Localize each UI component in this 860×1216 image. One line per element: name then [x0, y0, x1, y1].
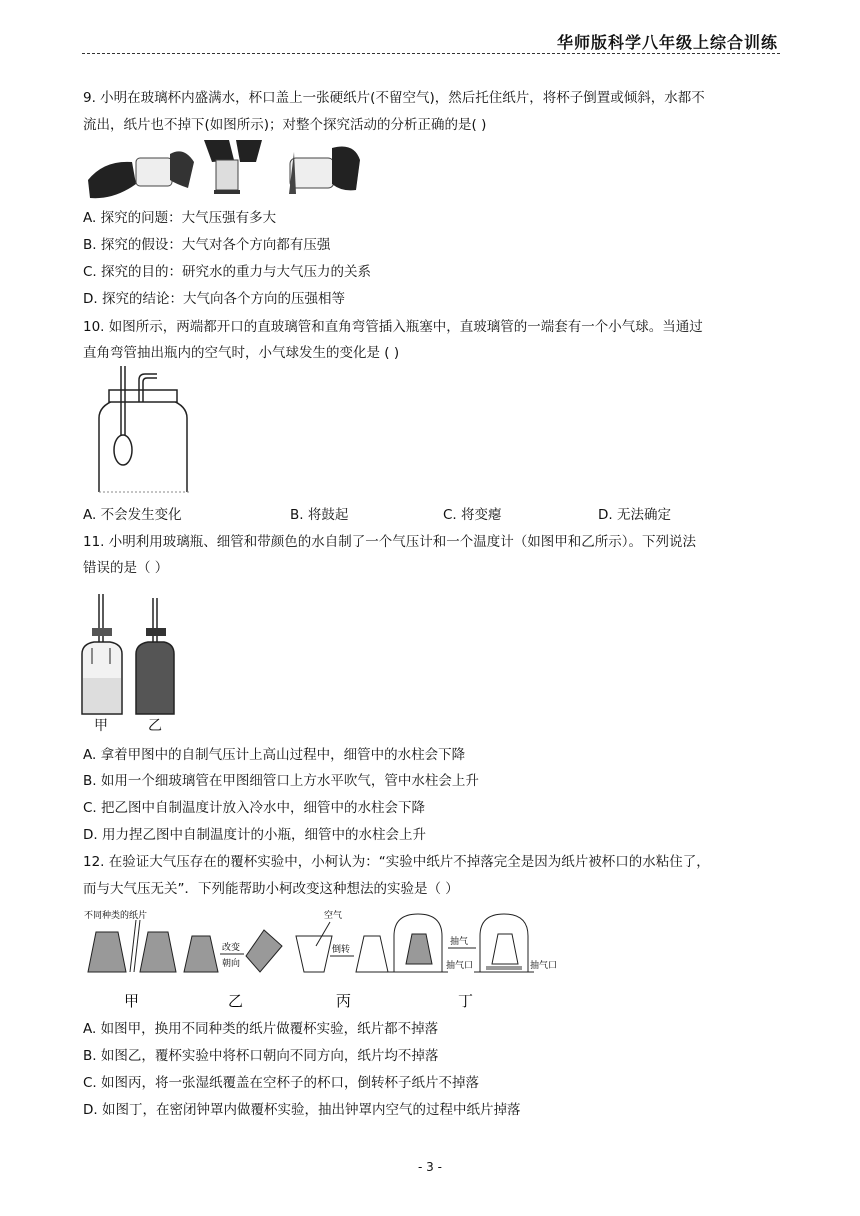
- page-number: - 3 -: [418, 1160, 442, 1174]
- q12-figure-cup-experiments: [84, 906, 564, 1014]
- q11-option-a: A. 拿着甲图中的自制气压计上高山过程中，细管中的水柱会下降: [83, 747, 466, 763]
- q12-stem-line2: 而与大气压无关”．下列能帮助小柯改变这种想法的实验是（ ）: [83, 881, 459, 897]
- q11-stem-line1: 11. 小明利用玻璃瓶、细管和带颜色的水自制了一个气压计和一个温度计（如图甲和乙所示）。下列说法: [83, 534, 697, 550]
- q12-stem-line1: 12. 在验证大气压存在的覆杯实验中，小柯认为：“实验中纸片不掉落完全是因为纸片被杯口的水粘住了，: [83, 854, 710, 870]
- q10-stem-line2: 直角弯管抽出瓶内的空气时，小气球发生的变化是 ( ): [83, 345, 400, 361]
- q12-fig-text-invert: 倒转: [332, 945, 351, 955]
- q12-fig-text-pump: 抽气: [450, 937, 469, 947]
- q12-option-b: B. 如图乙，覆杯实验中将杯口朝向不同方向，纸片均不掉落: [83, 1048, 439, 1064]
- q9-option-d: D. 探究的结论：大气向各个方向的压强相等: [83, 291, 345, 307]
- q11-fig-label-yi: 乙: [148, 718, 162, 734]
- header-divider: [82, 53, 780, 54]
- q9-option-c: C. 探究的目的：研究水的重力与大气压力的关系: [83, 264, 372, 280]
- q10-option-c: C. 将变瘪: [443, 507, 502, 523]
- q12-fig-text-port2: 抽气口: [530, 961, 558, 971]
- q11-option-b: B. 如用一个细玻璃管在甲图细管口上方水平吹气，管中水柱会上升: [83, 773, 479, 789]
- q10-stem-line1: 10. 如图所示，两端都开口的直玻璃管和直角弯管插入瓶塞中，直玻璃管的一端套有一个小气球。当通过: [83, 319, 703, 335]
- q10-option-b: B. 将鼓起: [290, 507, 349, 523]
- q9-option-a: A. 探究的问题：大气压强有多大: [83, 210, 277, 226]
- q11-figure-barometer-thermometer: [80, 588, 176, 718]
- q12-fig-text-change1: 改变: [222, 943, 241, 953]
- q10-figure-bottle-balloon: [95, 366, 195, 494]
- q12-fig-text-paper-kinds: 不同种类的纸片: [84, 911, 148, 921]
- q12-fig-label-jia: 甲: [124, 992, 140, 1010]
- q12-fig-text-air: 空气: [324, 911, 343, 921]
- q10-option-d: D. 无法确定: [598, 507, 671, 523]
- q12-fig-label-bing: 丙: [336, 992, 352, 1010]
- q11-stem-line2: 错误的是（ ）: [83, 560, 169, 576]
- q9-option-b: B. 探究的假设：大气对各个方向都有压强: [83, 237, 331, 253]
- q9-stem-line2: 流出，纸片也不掉下(如图所示)；对整个探究活动的分析正确的是( ): [83, 117, 487, 133]
- q12-fig-label-ding: 丁: [458, 992, 474, 1010]
- q11-fig-label-jia: 甲: [94, 718, 108, 734]
- q11-option-d: D. 用力捏乙图中自制温度计的小瓶，细管中的水柱会上升: [83, 827, 426, 843]
- q12-option-d: D. 如图丁，在密闭钟罩内做覆杯实验，抽出钟罩内空气的过程中纸片掉落: [83, 1102, 521, 1118]
- q12-fig-text-change2: 朝向: [222, 959, 241, 969]
- header-title: 华师版科学八年级上综合训练: [556, 33, 778, 52]
- q9-stem-line1: 9. 小明在玻璃杯内盛满水，杯口盖上一张硬纸片(不留空气)，然后托住纸片，将杯子倒置或倾斜，水都不: [83, 90, 705, 106]
- q12-option-c: C. 如图丙，将一张湿纸覆盖在空杯子的杯口，倒转杯子纸片不掉落: [83, 1075, 480, 1091]
- q12-option-a: A. 如图甲，换用不同种类的纸片做覆杯实验，纸片都不掉落: [83, 1021, 439, 1037]
- q9-figure-cup-photos: [84, 140, 364, 202]
- q12-fig-label-yi: 乙: [228, 992, 244, 1010]
- q10-option-a: A. 不会发生变化: [83, 507, 182, 523]
- q12-fig-text-port: 抽气口: [446, 961, 474, 971]
- q11-option-c: C. 把乙图中自制温度计放入冷水中，细管中的水柱会下降: [83, 800, 426, 816]
